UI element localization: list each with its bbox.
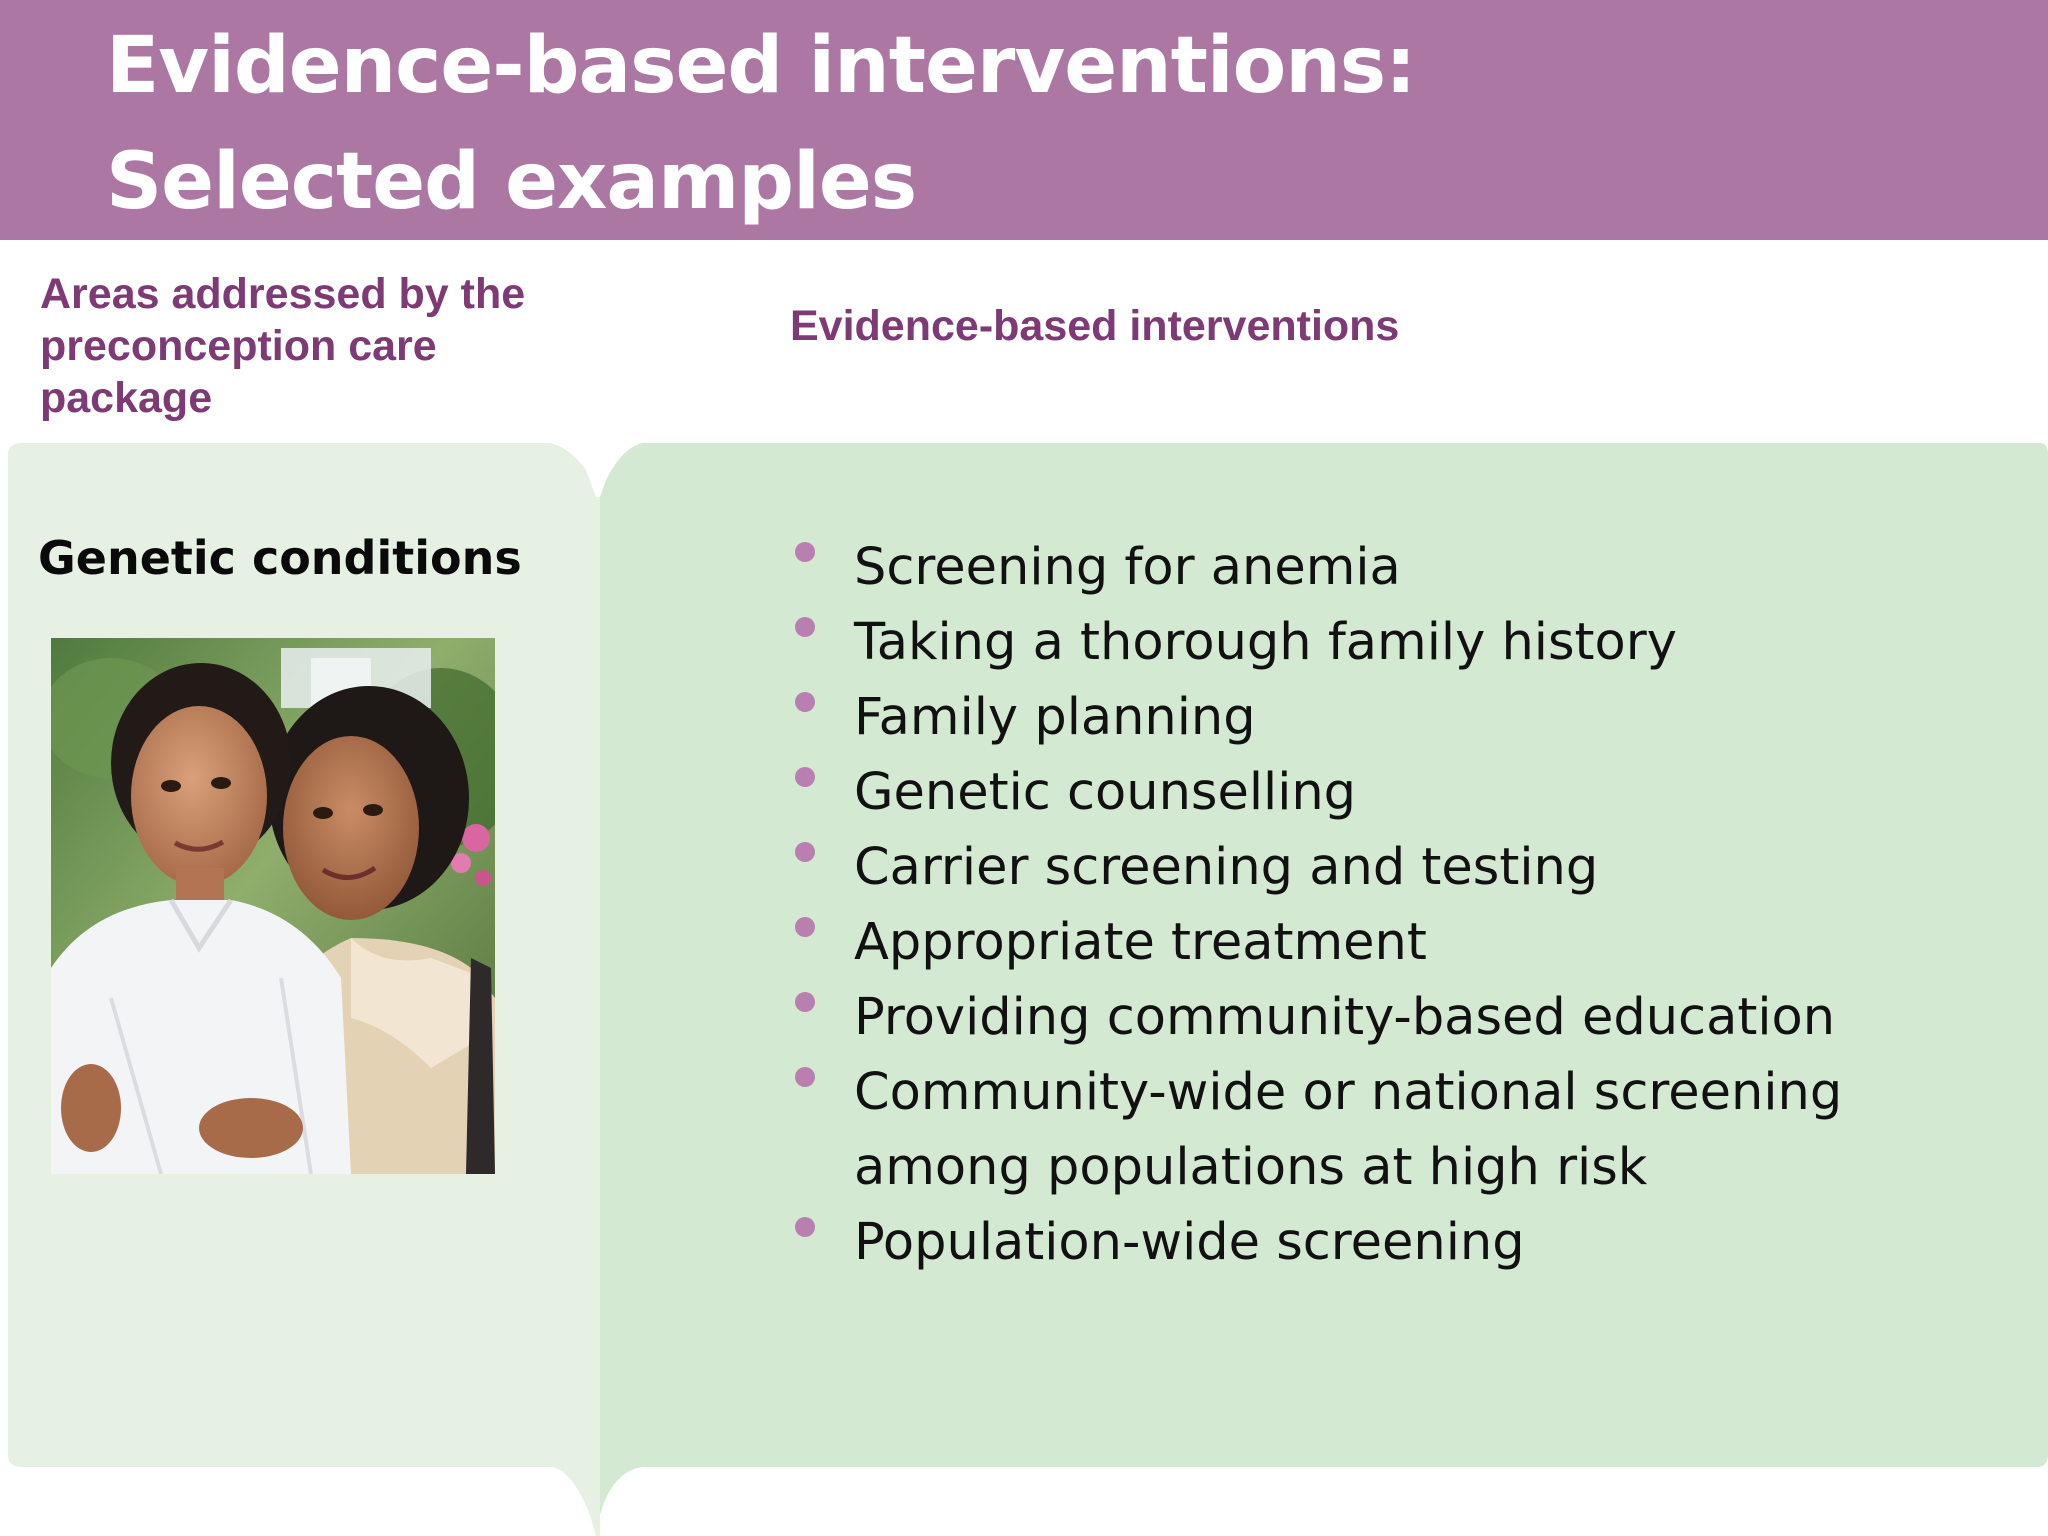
- list-item-text: Family planning: [854, 688, 1256, 747]
- bullet-icon: [795, 617, 815, 637]
- list-item-text: Population-wide screening: [854, 1213, 1525, 1272]
- bullet-icon: [795, 917, 815, 937]
- bullet-icon: [795, 1217, 815, 1237]
- bullet-icon: [795, 692, 815, 712]
- list-item-text: Screening for anemia: [854, 538, 1401, 597]
- bullet-icon: [795, 842, 815, 862]
- list-item-text: Carrier screening and testing: [854, 838, 1599, 897]
- slide-title-line: Selected examples: [106, 137, 917, 227]
- list-item-text: Taking a thorough family history: [854, 613, 1677, 672]
- list-item: [795, 1055, 1995, 1205]
- list-item-text: Community-wide or national screening among populations at high risk: [854, 1063, 1843, 1197]
- list-item: [795, 755, 1995, 830]
- interventions-column-header: Evidence-based interventions: [790, 302, 1400, 350]
- slide-title-line: Evidence-based interventions:: [106, 21, 1416, 111]
- interventions-list: [795, 530, 1995, 1280]
- areas-column-header: Areas addressed by the preconception care package: [40, 270, 526, 422]
- bullet-icon: [795, 1067, 815, 1087]
- list-item-text: Genetic counselling: [854, 763, 1357, 822]
- list-item-text: Appropriate treatment: [854, 913, 1427, 972]
- list-item: [795, 905, 1995, 980]
- list-item: [795, 605, 1995, 680]
- bullet-icon: [795, 992, 815, 1012]
- area-title: Genetic conditions: [38, 531, 522, 585]
- list-item: [795, 830, 1995, 905]
- list-item: [795, 530, 1995, 605]
- list-item: [795, 980, 1995, 1055]
- list-item: [795, 1205, 1995, 1280]
- girl-and-woman-photo: [51, 638, 495, 1174]
- bullet-icon: [795, 767, 815, 787]
- bullet-icon: [795, 542, 815, 562]
- list-item: [795, 680, 1995, 755]
- list-item-text: Providing community-based education: [854, 988, 1836, 1047]
